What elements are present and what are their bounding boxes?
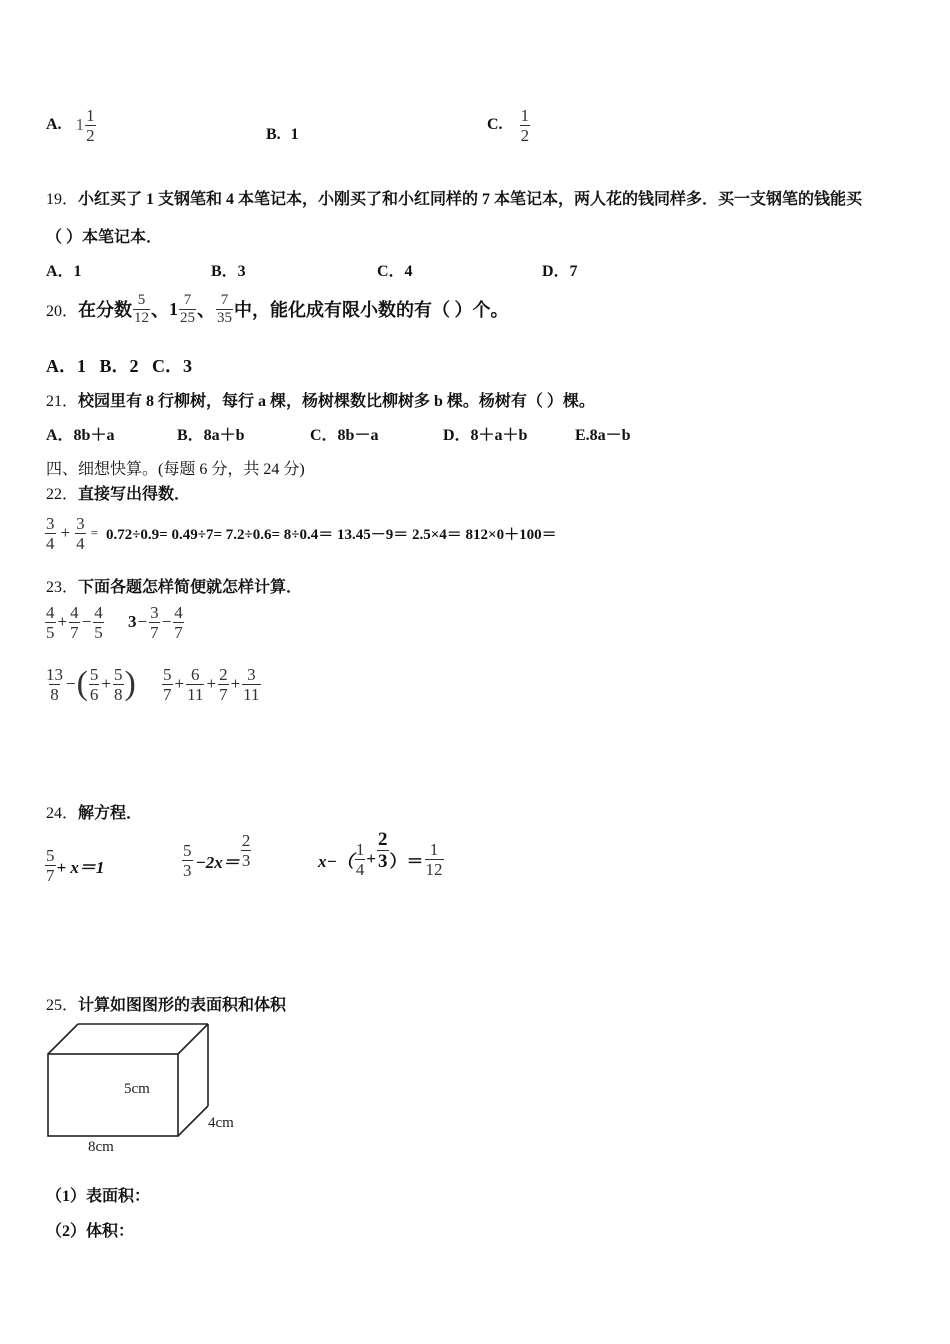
q22-fraction-2: $\frac{3}{4}$ [76,513,85,553]
q20-fraction-1: $\frac{5}{12}$ [134,291,150,326]
q19-option-d: D．7 [542,263,578,280]
q23-e4-frac-b: $\frac{6}{11}$ [187,664,204,704]
q23-e3-frac-b: $\frac{5}{6}$ [89,664,99,704]
q20-fraction-2: $\frac{7}{25}$ [180,291,196,326]
q25-question: 25．计算如图图形的表面积和体积 [46,997,287,1014]
q23-expression-2: 3 − $\frac{3}{7}$ − $\frac{4}{7}$ [128,602,183,642]
q22-oral-calculations: 0.72÷0.9= 0.49÷7= 7.2÷0.6= 8÷0.4＝ 13.45－9＝ 2.5×4＝ 812×0＋100＝ [105,526,557,543]
cuboid-edge [178,1024,208,1054]
q23-e1-frac-b: $\frac{4}{7}$ [70,602,79,642]
q18-a-fraction: $\frac{1}{2}$ [86,105,95,145]
q23-expression-4: $\frac{5}{7}$ + $\frac{6}{11}$ + $\frac{2}{7}$ + $\frac{3}{11}$ [163,664,260,704]
q25-volume: （2）体积： [46,1223,135,1240]
q21-option-c: C．8b－a [310,427,379,444]
q24-equation-1: $\frac{5}{7}$ + x＝1 [46,845,105,885]
section-title: 四、细想快算。(每题 6 分，共 24 分) [46,461,305,478]
q18-c-fraction: $\frac{1}{2}$ [520,105,530,145]
q23-e3-frac-c: $\frac{5}{8}$ [114,664,123,704]
q18-a-whole: 1 [75,115,85,134]
q23-e3-frac-a: $\frac{13}{8}$ [46,664,63,704]
q23-e2-frac-b: $\frac{4}{7}$ [174,602,183,642]
label-length: 8cm [88,1139,114,1155]
q22-fraction-1: $\frac{3}{4}$ [46,513,55,553]
q19-question: 19．小红买了 1 支钢笔和 4 本笔记本，小刚买了和小红同样的 7 本笔记本，两人花的钱同样多．买一支钢笔的钱能买 [46,191,863,208]
q24-eq1-fraction: $\frac{5}{7}$ [46,845,55,885]
q19-option-b: B．3 [211,263,246,280]
q24-eq3-frac-b: $\frac{2}{3}$ [378,829,388,872]
q18-option-b: B. 1 [266,126,299,143]
q23-e1-frac-c: $\frac{4}{5}$ [94,602,103,642]
q19-question-cont: （ ）本笔记本． [46,229,163,246]
q23-e4-frac-a: $\frac{5}{7}$ [163,664,172,704]
q21-option-a: A．8b＋a [46,427,115,444]
q24-equation-2: $\frac{5}{3}$ −2x＝ $\frac{2}{3}$ [183,831,251,880]
q23-question: 23．下面各题怎样简便就怎样计算． [46,579,303,596]
q18-option-a: A. 1 $\frac{1}{2}$ [46,105,95,145]
q21-option-e: E.8a－b [575,427,631,444]
q24-eq2-right-fraction: $\frac{2}{3}$ [241,831,251,870]
q23-e1-frac-a: $\frac{4}{5}$ [46,602,55,642]
q20-fraction-3: $\frac{7}{35}$ [217,291,233,326]
q18-option-c: C. $\frac{1}{2}$ [487,105,530,145]
q23-e4-frac-d: $\frac{3}{11}$ [243,664,260,704]
label-depth: 4cm [208,1115,234,1131]
q24-eq2-fraction: $\frac{5}{3}$ [183,840,192,880]
q22-expressions: $\frac{3}{4}$ + $\frac{3}{4}$ = 0.72÷0.9= 0.49÷7= 7.2÷0.6= 8÷0.4＝ 13.45－9＝ 2.5×4＝ 812×0＋100＝ [46,513,557,553]
q20-question: 20． 在分数 $\frac{5}{12}$ 、 1 $\frac{7}{25}$ 、 $\frac{7}{35}$ 中，能化成有限小数的有（ ）个。 [46,291,509,326]
cuboid-figure [40,1018,260,1158]
q20-options: A．1 B．2 C．3 [46,356,193,376]
cuboid-edge [48,1024,78,1054]
q21-option-b: B．8a＋b [177,427,245,444]
q24-eq3-right-fraction: $\frac{1}{12}$ [425,839,443,879]
cuboid-front-face [48,1054,178,1136]
q19-option-a: A．1 [46,263,82,280]
label-height: 5cm [124,1081,150,1097]
q21-question: 21．校园里有 8 行柳树，每行 a 棵，杨树棵数比柳树多 b 棵。杨树有（ ）棵。 [46,393,595,410]
q24-question: 24．解方程． [46,805,143,822]
q21-option-d: D．8＋a＋b [443,427,528,444]
q23-e4-frac-c: $\frac{2}{7}$ [219,664,228,704]
q24-eq3-frac-a: $\frac{1}{4}$ [355,839,365,879]
q23-expression-3: $\frac{13}{8}$ − ( $\frac{5}{6}$ + $\frac{5}{8}$ ) [46,664,136,704]
q23-e2-frac-a: $\frac{3}{7}$ [150,602,159,642]
cuboid-edge [178,1106,208,1136]
q22-question: 22．直接写出得数． [46,486,191,503]
q19-option-c: C．4 [377,263,413,280]
q23-expression-1: $\frac{4}{5}$ + $\frac{4}{7}$ − $\frac{4}{5}$ [46,602,103,642]
q25-surface-area: （1）表面积： [46,1188,151,1205]
q24-equation-3: x−（ $\frac{1}{4}$ + $\frac{2}{3}$ ）＝ $\frac{1}{12}$ [318,829,443,879]
